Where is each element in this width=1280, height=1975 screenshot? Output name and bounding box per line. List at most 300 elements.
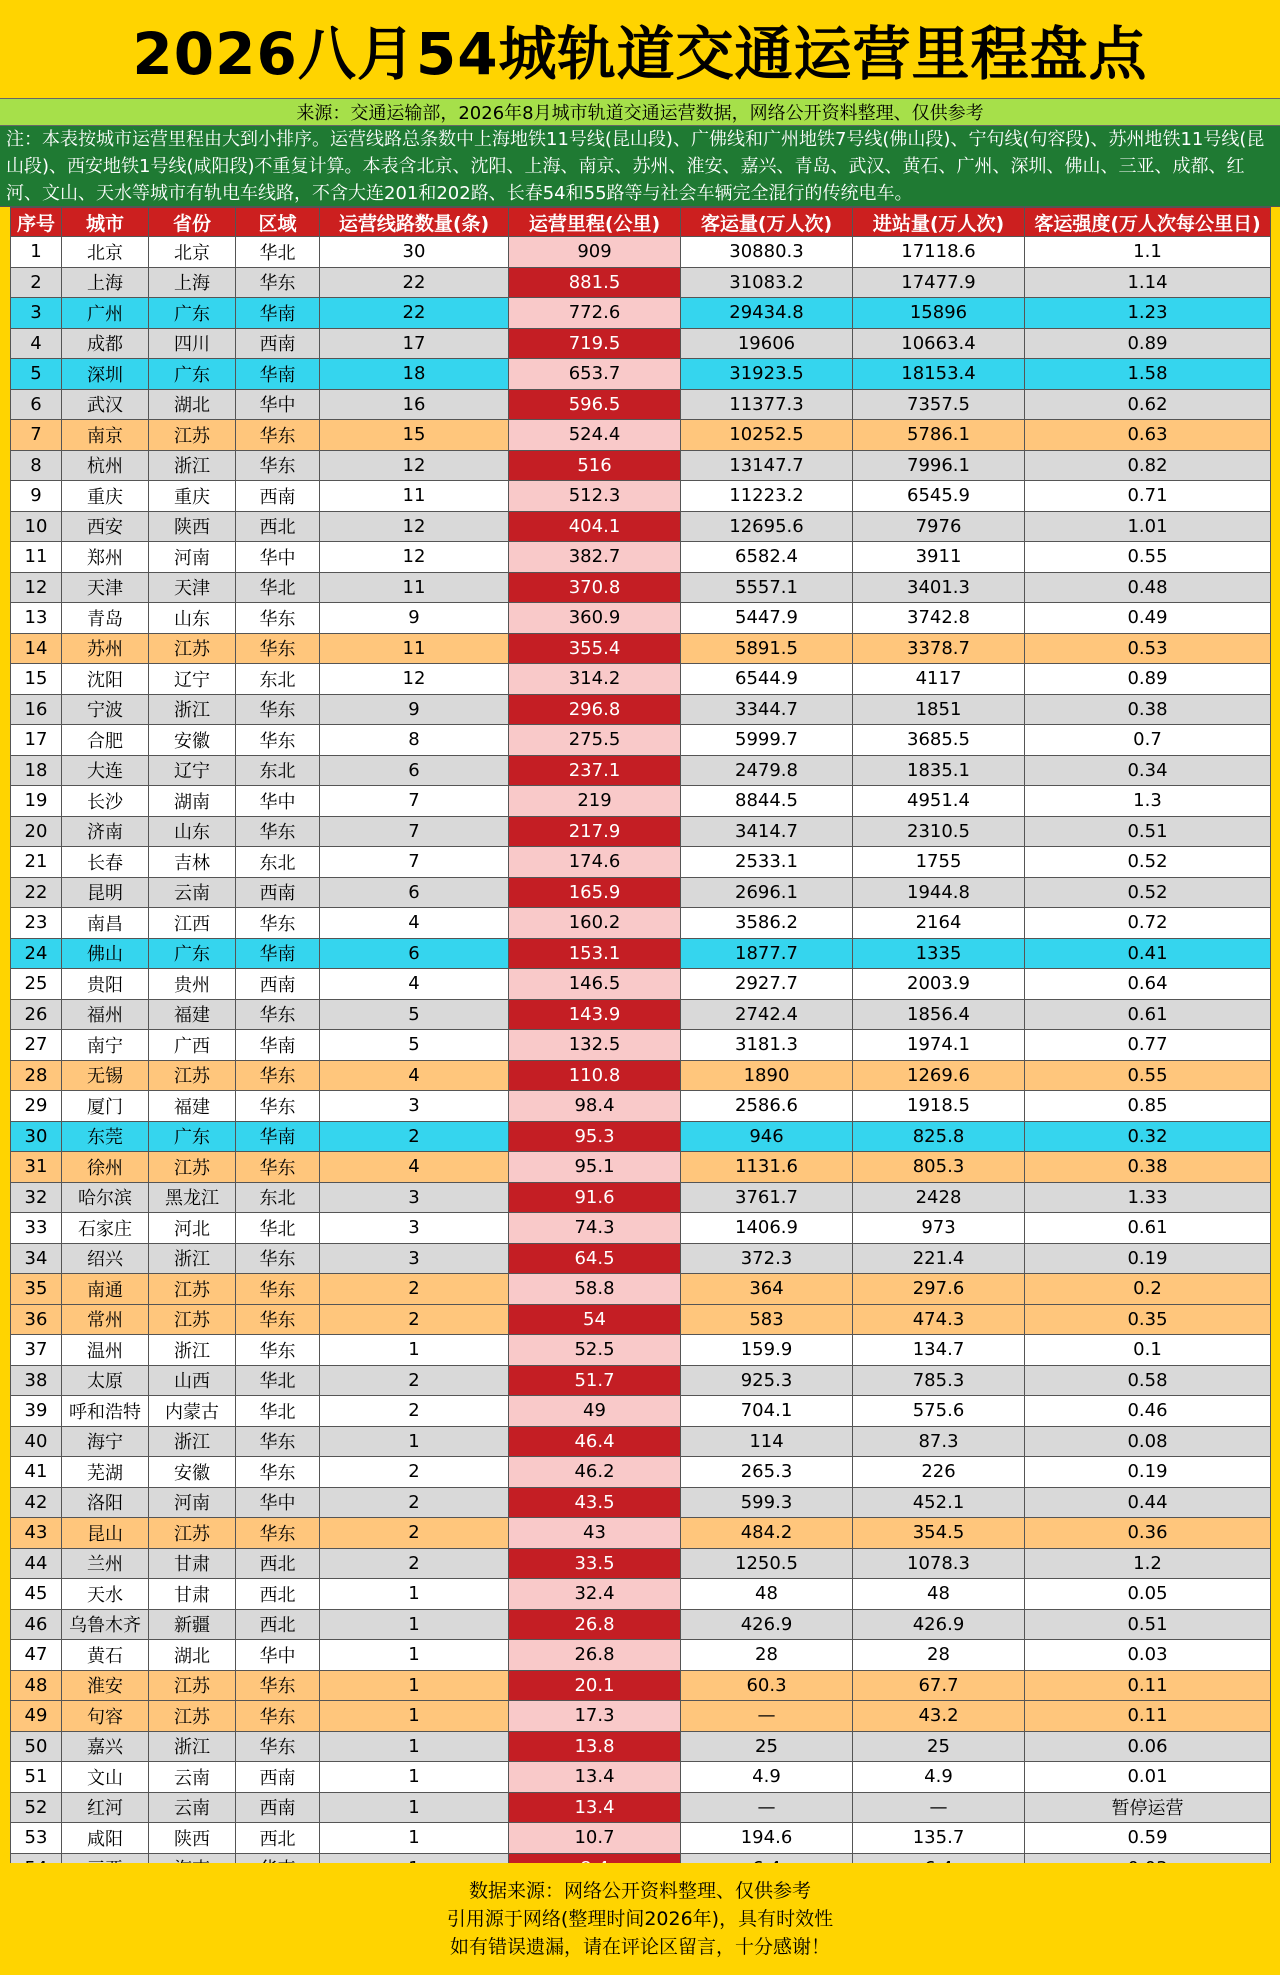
cell-city: 芜湖	[62, 1457, 149, 1488]
cell-region: 西北	[236, 511, 320, 542]
cell-mileage: 74.3	[509, 1213, 681, 1244]
cell-line-count: 1	[320, 1792, 509, 1823]
header-rank: 序号	[11, 208, 62, 237]
cell-city: 武汉	[62, 389, 149, 420]
table-row	[11, 450, 1271, 481]
cell-city: 贵阳	[62, 969, 149, 1000]
cell-region: 西南	[236, 1792, 320, 1823]
cell-rank: 27	[11, 1030, 62, 1061]
cell-line-count: 4	[320, 1152, 509, 1183]
cell-line-count: 11	[320, 633, 509, 664]
cell-region: 华东	[236, 1152, 320, 1183]
cell-region: 东北	[236, 847, 320, 878]
cell-ridership: 29434.8	[681, 298, 853, 329]
cell-intensity: 0.51	[1025, 816, 1271, 847]
cell-intensity: 0.77	[1025, 1030, 1271, 1061]
cell-province: 江苏	[149, 1701, 236, 1732]
table-row	[11, 1426, 1271, 1457]
cell-rank: 5	[11, 359, 62, 390]
table-row	[11, 1182, 1271, 1213]
cell-line-count: 6	[320, 877, 509, 908]
cell-ridership: 3344.7	[681, 694, 853, 725]
cell-entries: 474.3	[853, 1304, 1025, 1335]
cell-mileage: 58.8	[509, 1274, 681, 1305]
cell-region: 华东	[236, 1304, 320, 1335]
cell-city: 黄石	[62, 1640, 149, 1671]
cell-province: 湖北	[149, 389, 236, 420]
cell-province: 山东	[149, 603, 236, 634]
cell-mileage: 13.4	[509, 1792, 681, 1823]
cell-entries: 1335	[853, 938, 1025, 969]
cell-entries: 226	[853, 1457, 1025, 1488]
table-row	[11, 938, 1271, 969]
cell-province: 河南	[149, 542, 236, 573]
cell-province: 福建	[149, 999, 236, 1030]
cell-ridership: 2479.8	[681, 755, 853, 786]
cell-entries: 134.7	[853, 1335, 1025, 1366]
cell-line-count: 12	[320, 511, 509, 542]
cell-province: 江苏	[149, 1518, 236, 1549]
table-row	[11, 328, 1271, 359]
cell-mileage: 98.4	[509, 1091, 681, 1122]
cell-region: 华北	[236, 237, 320, 268]
table-row	[11, 1792, 1271, 1823]
cell-ridership: 3181.3	[681, 1030, 853, 1061]
cell-entries: 25	[853, 1731, 1025, 1762]
cell-intensity: 1.3	[1025, 786, 1271, 817]
cell-intensity: 0.1	[1025, 1335, 1271, 1366]
cell-ridership: 2533.1	[681, 847, 853, 878]
header-entries: 进站量(万人次)	[853, 208, 1025, 237]
cell-entries: 5786.1	[853, 420, 1025, 451]
cell-rank: 10	[11, 511, 62, 542]
cell-intensity: 0.85	[1025, 1091, 1271, 1122]
cell-mileage: 26.8	[509, 1640, 681, 1671]
cell-city: 南昌	[62, 908, 149, 939]
cell-intensity: 0.19	[1025, 1457, 1271, 1488]
cell-region: 华东	[236, 1060, 320, 1091]
cell-entries: 2164	[853, 908, 1025, 939]
cell-mileage: 314.2	[509, 664, 681, 695]
cell-province: 浙江	[149, 1335, 236, 1366]
cell-line-count: 1	[320, 1426, 509, 1457]
cell-city: 句容	[62, 1701, 149, 1732]
cell-ridership: 25	[681, 1731, 853, 1762]
cell-region: 华北	[236, 572, 320, 603]
cell-line-count: 4	[320, 908, 509, 939]
cell-line-count: 15	[320, 420, 509, 451]
cell-entries: 7976	[853, 511, 1025, 542]
cell-mileage: 237.1	[509, 755, 681, 786]
cell-mileage: 95.3	[509, 1121, 681, 1152]
cell-entries: 973	[853, 1213, 1025, 1244]
cell-mileage: 64.5	[509, 1243, 681, 1274]
cell-entries: 3911	[853, 542, 1025, 573]
cell-ridership: 2586.6	[681, 1091, 853, 1122]
cell-line-count: 1	[320, 1609, 509, 1640]
footer-line: 引用源于网络(整理时间2026年)，具有时效性	[446, 1908, 834, 1930]
cell-province: 江苏	[149, 633, 236, 664]
cell-province: 浙江	[149, 450, 236, 481]
cell-ridership: 8844.5	[681, 786, 853, 817]
cell-intensity: 0.63	[1025, 420, 1271, 451]
cell-intensity: 1.58	[1025, 359, 1271, 390]
cell-region: 华北	[236, 1396, 320, 1427]
cell-ridership: 583	[681, 1304, 853, 1335]
cell-province: 天津	[149, 572, 236, 603]
cell-mileage: 146.5	[509, 969, 681, 1000]
cell-entries: 28	[853, 1640, 1025, 1671]
cell-ridership: 1250.5	[681, 1548, 853, 1579]
cell-province: 安徽	[149, 725, 236, 756]
cell-entries: 3401.3	[853, 572, 1025, 603]
cell-entries: 7996.1	[853, 450, 1025, 481]
cell-rank: 36	[11, 1304, 62, 1335]
table-row	[11, 694, 1271, 725]
cell-ridership: 12695.6	[681, 511, 853, 542]
cell-province: 浙江	[149, 694, 236, 725]
cell-mileage: 516	[509, 450, 681, 481]
cell-ridership: 372.3	[681, 1243, 853, 1274]
cell-rank: 34	[11, 1243, 62, 1274]
cell-region: 华东	[236, 420, 320, 451]
table-row	[11, 542, 1271, 573]
cell-entries: 1078.3	[853, 1548, 1025, 1579]
cell-city: 徐州	[62, 1152, 149, 1183]
cell-line-count: 4	[320, 1060, 509, 1091]
cell-line-count: 11	[320, 481, 509, 512]
cell-region: 西南	[236, 969, 320, 1000]
cell-city: 南宁	[62, 1030, 149, 1061]
cell-mileage: 217.9	[509, 816, 681, 847]
cell-city: 大连	[62, 755, 149, 786]
table-row	[11, 1579, 1271, 1610]
cell-mileage: 20.1	[509, 1670, 681, 1701]
cell-province: 山东	[149, 816, 236, 847]
cell-mileage: 165.9	[509, 877, 681, 908]
cell-ridership: 48	[681, 1579, 853, 1610]
cell-mileage: 33.5	[509, 1548, 681, 1579]
cell-region: 华东	[236, 1335, 320, 1366]
cell-intensity: 0.38	[1025, 1152, 1271, 1183]
cell-city: 成都	[62, 328, 149, 359]
cell-city: 呼和浩特	[62, 1396, 149, 1427]
table-row	[11, 1518, 1271, 1549]
cell-intensity: 0.05	[1025, 1579, 1271, 1610]
cell-intensity: 0.7	[1025, 725, 1271, 756]
cell-intensity: 0.52	[1025, 877, 1271, 908]
cell-intensity: 0.55	[1025, 542, 1271, 573]
cell-city: 南通	[62, 1274, 149, 1305]
cell-province: 江苏	[149, 1152, 236, 1183]
cell-ridership: 704.1	[681, 1396, 853, 1427]
footer	[0, 1863, 1280, 1975]
cell-mileage: 382.7	[509, 542, 681, 573]
cell-ridership: 31923.5	[681, 359, 853, 390]
table-header-row	[11, 208, 1271, 237]
cell-entries: —	[853, 1792, 1025, 1823]
cell-mileage: 132.5	[509, 1030, 681, 1061]
cell-entries: 135.7	[853, 1823, 1025, 1854]
table-row	[11, 999, 1271, 1030]
cell-intensity: 0.58	[1025, 1365, 1271, 1396]
cell-mileage: 95.1	[509, 1152, 681, 1183]
cell-region: 华东	[236, 1670, 320, 1701]
table-row	[11, 1548, 1271, 1579]
cell-entries: 48	[853, 1579, 1025, 1610]
header-mileage: 运营里程(公里)	[509, 208, 681, 237]
cell-ridership: 10252.5	[681, 420, 853, 451]
cell-region: 华南	[236, 1030, 320, 1061]
cell-line-count: 1	[320, 1823, 509, 1854]
cell-mileage: 17.3	[509, 1701, 681, 1732]
cell-intensity: 0.89	[1025, 664, 1271, 695]
cell-city: 乌鲁木齐	[62, 1609, 149, 1640]
cell-province: 吉林	[149, 847, 236, 878]
cell-intensity: 1.33	[1025, 1182, 1271, 1213]
cell-province: 重庆	[149, 481, 236, 512]
cell-region: 东北	[236, 1182, 320, 1213]
cell-province: 黑龙江	[149, 1182, 236, 1213]
cell-ridership: 2927.7	[681, 969, 853, 1000]
cell-rank: 1	[11, 237, 62, 268]
cell-province: 山西	[149, 1365, 236, 1396]
cell-city: 昆山	[62, 1518, 149, 1549]
cell-intensity: 0.48	[1025, 572, 1271, 603]
cell-line-count: 3	[320, 1182, 509, 1213]
cell-line-count: 4	[320, 969, 509, 1000]
cell-intensity: 0.62	[1025, 389, 1271, 420]
cell-region: 华南	[236, 298, 320, 329]
cell-intensity: 0.11	[1025, 1670, 1271, 1701]
cell-city: 天水	[62, 1579, 149, 1610]
cell-rank: 53	[11, 1823, 62, 1854]
cell-ridership: 5557.1	[681, 572, 853, 603]
cell-city: 西安	[62, 511, 149, 542]
cell-region: 华南	[236, 359, 320, 390]
cell-line-count: 17	[320, 328, 509, 359]
table-row	[11, 481, 1271, 512]
cell-rank: 15	[11, 664, 62, 695]
cell-intensity: 1.14	[1025, 267, 1271, 298]
cell-line-count: 2	[320, 1274, 509, 1305]
cell-city: 兰州	[62, 1548, 149, 1579]
cell-rank: 8	[11, 450, 62, 481]
cell-ridership: 925.3	[681, 1365, 853, 1396]
header-line-count: 运营线路数量(条)	[320, 208, 509, 237]
cell-rank: 18	[11, 755, 62, 786]
cell-province: 河北	[149, 1213, 236, 1244]
cell-mileage: 174.6	[509, 847, 681, 878]
cell-mileage: 296.8	[509, 694, 681, 725]
cell-region: 华东	[236, 603, 320, 634]
cell-region: 西北	[236, 1609, 320, 1640]
cell-mileage: 219	[509, 786, 681, 817]
cell-province: 广西	[149, 1030, 236, 1061]
cell-ridership: 426.9	[681, 1609, 853, 1640]
cell-line-count: 9	[320, 603, 509, 634]
cell-province: 江苏	[149, 420, 236, 451]
cell-line-count: 6	[320, 755, 509, 786]
cell-city: 天津	[62, 572, 149, 603]
cell-ridership: 1890	[681, 1060, 853, 1091]
cell-entries: 4.9	[853, 1762, 1025, 1793]
cell-entries: 1944.8	[853, 877, 1025, 908]
cell-intensity: 1.2	[1025, 1548, 1271, 1579]
cell-region: 华东	[236, 1701, 320, 1732]
cell-city: 北京	[62, 237, 149, 268]
table-row	[11, 847, 1271, 878]
cell-region: 东北	[236, 755, 320, 786]
cell-region: 华东	[236, 1426, 320, 1457]
cell-mileage: 404.1	[509, 511, 681, 542]
table-row	[11, 1274, 1271, 1305]
cell-ridership: 4.9	[681, 1762, 853, 1793]
cell-rank: 46	[11, 1609, 62, 1640]
cell-ridership: 6582.4	[681, 542, 853, 573]
table-row	[11, 359, 1271, 390]
cell-mileage: 360.9	[509, 603, 681, 634]
cell-city: 宁波	[62, 694, 149, 725]
cell-entries: 297.6	[853, 1274, 1025, 1305]
cell-ridership: 3586.2	[681, 908, 853, 939]
table-row	[11, 633, 1271, 664]
cell-rank: 35	[11, 1274, 62, 1305]
cell-ridership: 6544.9	[681, 664, 853, 695]
cell-city: 青岛	[62, 603, 149, 634]
cell-city: 苏州	[62, 633, 149, 664]
table-row	[11, 1304, 1271, 1335]
cell-province: 上海	[149, 267, 236, 298]
cell-province: 陕西	[149, 1823, 236, 1854]
cell-rank: 6	[11, 389, 62, 420]
cell-city: 杭州	[62, 450, 149, 481]
cell-mileage: 370.8	[509, 572, 681, 603]
cell-intensity: 0.72	[1025, 908, 1271, 939]
table-row	[11, 603, 1271, 634]
cell-line-count: 2	[320, 1365, 509, 1396]
cell-ridership: 13147.7	[681, 450, 853, 481]
table-row	[11, 298, 1271, 329]
footer-line: 数据来源：网络公开资料整理、仅供参考	[468, 1880, 811, 1902]
table-row	[11, 1457, 1271, 1488]
cell-ridership: —	[681, 1792, 853, 1823]
cell-ridership: 19606	[681, 328, 853, 359]
cell-rank: 40	[11, 1426, 62, 1457]
cell-entries: 805.3	[853, 1152, 1025, 1183]
cell-province: 甘肃	[149, 1548, 236, 1579]
header-province: 省份	[149, 208, 236, 237]
cell-mileage: 524.4	[509, 420, 681, 451]
cell-line-count: 3	[320, 1243, 509, 1274]
table-row	[11, 1823, 1271, 1854]
cell-intensity: 暂停运营	[1025, 1792, 1271, 1823]
cell-ridership: 5891.5	[681, 633, 853, 664]
table-row	[11, 1762, 1271, 1793]
cell-intensity: 0.34	[1025, 755, 1271, 786]
cell-region: 华东	[236, 908, 320, 939]
cell-rank: 51	[11, 1762, 62, 1793]
cell-rank: 45	[11, 1579, 62, 1610]
table-row	[11, 1365, 1271, 1396]
cell-line-count: 1	[320, 1670, 509, 1701]
cell-rank: 31	[11, 1152, 62, 1183]
cell-city: 深圳	[62, 359, 149, 390]
cell-province: 云南	[149, 877, 236, 908]
cell-province: 湖南	[149, 786, 236, 817]
cell-ridership: 11223.2	[681, 481, 853, 512]
cell-region: 华东	[236, 725, 320, 756]
cell-rank: 21	[11, 847, 62, 878]
cell-rank: 43	[11, 1518, 62, 1549]
table-row	[11, 572, 1271, 603]
cell-region: 华东	[236, 694, 320, 725]
cell-intensity: 0.71	[1025, 481, 1271, 512]
cell-intensity: 1.1	[1025, 237, 1271, 268]
cell-city: 长春	[62, 847, 149, 878]
table-row	[11, 420, 1271, 451]
cell-region: 华中	[236, 1640, 320, 1671]
cell-line-count: 5	[320, 999, 509, 1030]
table-row	[11, 237, 1271, 268]
cell-rank: 39	[11, 1396, 62, 1427]
cell-region: 华东	[236, 633, 320, 664]
cell-mileage: 355.4	[509, 633, 681, 664]
cell-city: 福州	[62, 999, 149, 1030]
cell-intensity: 0.53	[1025, 633, 1271, 664]
cell-mileage: 719.5	[509, 328, 681, 359]
cell-rank: 16	[11, 694, 62, 725]
cell-entries: 1835.1	[853, 755, 1025, 786]
cell-intensity: 0.01	[1025, 1762, 1271, 1793]
cell-city: 重庆	[62, 481, 149, 512]
cell-entries: 575.6	[853, 1396, 1025, 1427]
cell-line-count: 2	[320, 1457, 509, 1488]
cell-province: 广东	[149, 938, 236, 969]
cell-line-count: 1	[320, 1701, 509, 1732]
cell-region: 东北	[236, 664, 320, 695]
cell-mileage: 91.6	[509, 1182, 681, 1213]
cell-entries: 3378.7	[853, 633, 1025, 664]
cell-ridership: 1406.9	[681, 1213, 853, 1244]
cell-line-count: 1	[320, 1731, 509, 1762]
table-note: 注：本表按城市运营里程由大到小排序。运营线路总条数中上海地铁11号线(昆山段)、广佛线和广州地铁7号线(佛山段)、宁句线(句容段)、苏州地铁11号线(昆山段)、西安地铁1号线(咸阳段)不重复计算。本表含北京、沈阳、上海、南京、苏州、淮安、嘉兴、青岛、武汉、黄石、广州、深圳、佛山、三亚、成都、红河、文山、天水等城市有轨电车线路，不含大连201和202路、长春54和55路等与社会车辆完全混行的传统电车。	[0, 126, 1280, 207]
cell-mileage: 143.9	[509, 999, 681, 1030]
cell-entries: 221.4	[853, 1243, 1025, 1274]
cell-province: 新疆	[149, 1609, 236, 1640]
table-row	[11, 1121, 1271, 1152]
cell-province: 江苏	[149, 1304, 236, 1335]
cell-intensity: 0.49	[1025, 603, 1271, 634]
cell-region: 华中	[236, 542, 320, 573]
cell-rank: 4	[11, 328, 62, 359]
cell-entries: 43.2	[853, 1701, 1025, 1732]
cell-intensity: 0.61	[1025, 999, 1271, 1030]
cell-ridership: 30880.3	[681, 237, 853, 268]
cell-mileage: 32.4	[509, 1579, 681, 1610]
cell-entries: 1856.4	[853, 999, 1025, 1030]
cell-city: 淮安	[62, 1670, 149, 1701]
cell-rank: 11	[11, 542, 62, 573]
cell-region: 华东	[236, 999, 320, 1030]
cell-intensity: 0.44	[1025, 1487, 1271, 1518]
cell-ridership: 5447.9	[681, 603, 853, 634]
cell-rank: 2	[11, 267, 62, 298]
cell-intensity: 0.35	[1025, 1304, 1271, 1335]
cell-city: 南京	[62, 420, 149, 451]
cell-intensity: 0.32	[1025, 1121, 1271, 1152]
cell-rank: 28	[11, 1060, 62, 1091]
